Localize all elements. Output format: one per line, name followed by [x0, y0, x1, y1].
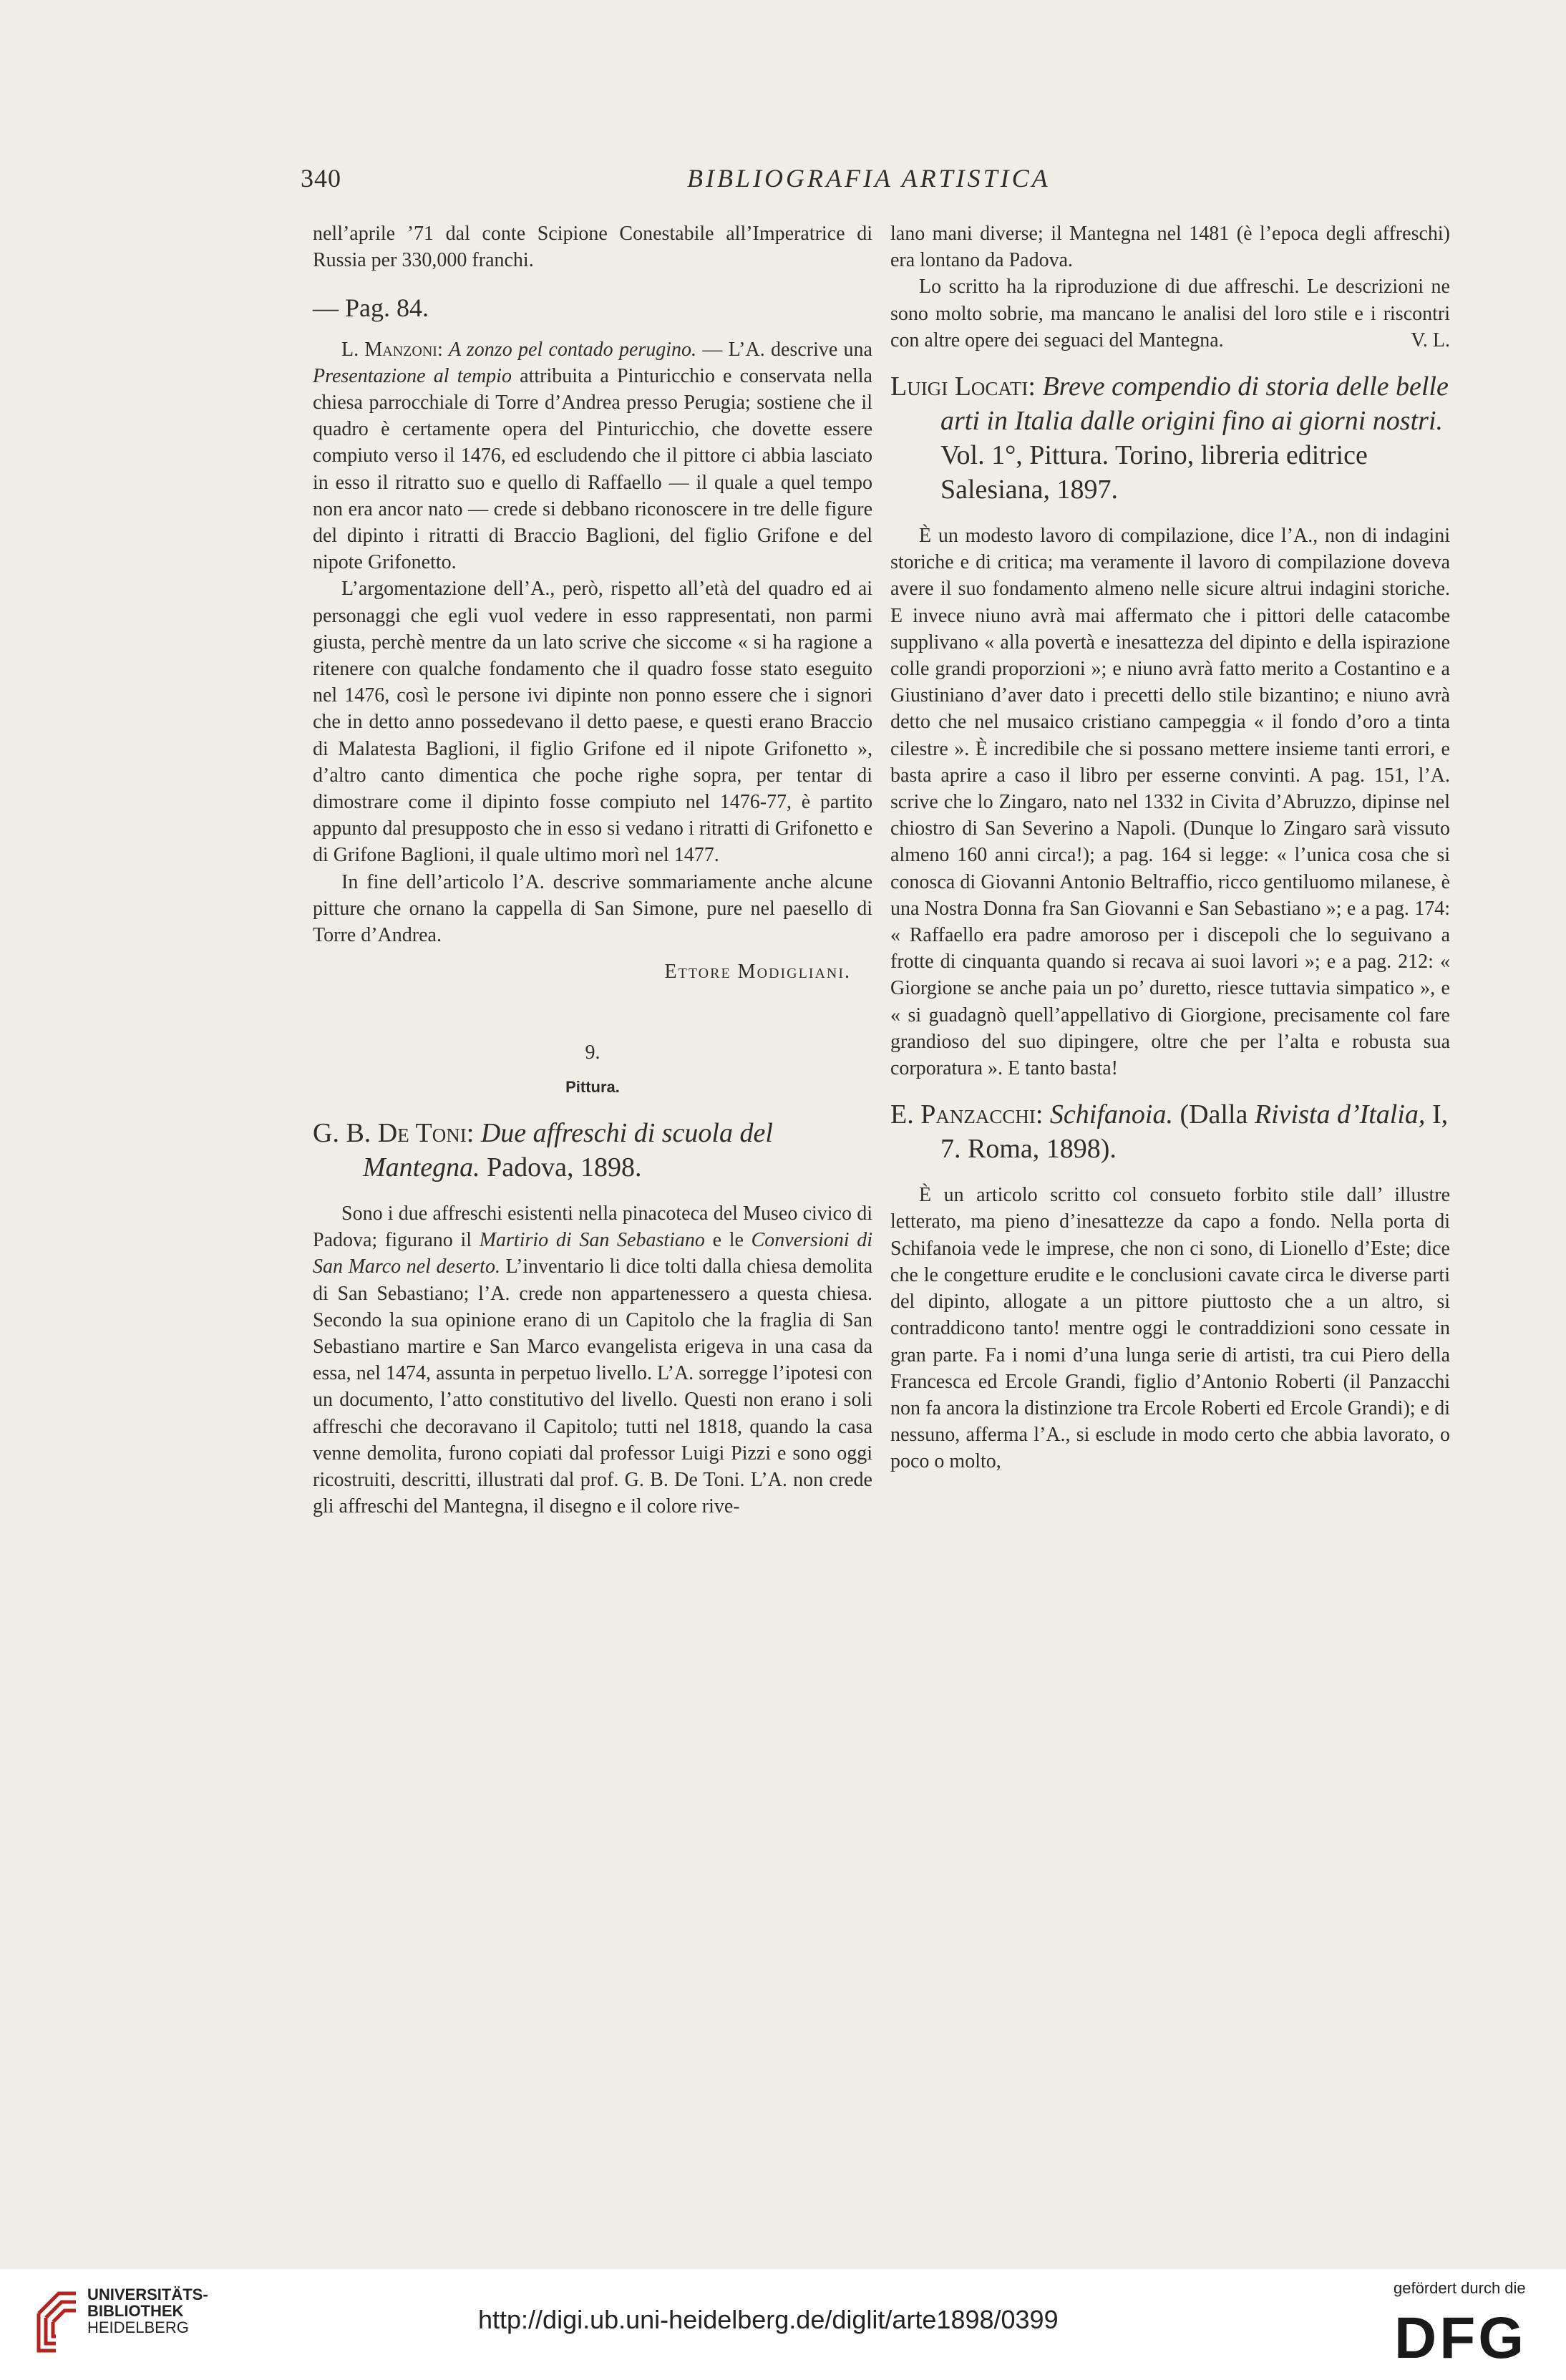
library-name	[87, 2286, 208, 2336]
author-name: L. Manzoni	[341, 338, 437, 361]
dfg-logo: DFG	[1394, 2306, 1527, 2371]
work-title: Schifanoia.	[1049, 1099, 1173, 1130]
paragraph: nell’aprile ’71 dal conte Scipione Conestabile all’Imperatrice di Russia per 330,000 franchi.	[313, 223, 872, 272]
funding-caption: gefördert durch die	[1394, 2279, 1526, 2297]
left-column	[313, 220, 872, 1520]
page-number: 340	[301, 164, 341, 193]
library-name-line: UNIVERSITÄTS-	[87, 2286, 208, 2303]
entry-heading: G. B. De Toni: Due affreschi di scuola del Mantegna. Padova, 1898.	[313, 1117, 773, 1182]
text-run: Sono i due affreschi esistenti nella pinacoteca del Museo civico di Padova; figurano il	[313, 1202, 872, 1252]
publication-info: (Dalla	[1172, 1099, 1255, 1130]
entry-heading: Luigi Locati: Breve compendio di storia delle belle arti in Italia dalle origini fino ai giorni nostri. Vol. 1°, Pittura. Torino, libreria editrice Salesiana, 1897.	[890, 371, 1449, 505]
paragraph: L. Manzoni: A zonzo pel contado perugino. — L’A. descrive una Presentazione al tempio attribuita a Pinturicchio e conservata nella chiesa parrocchiale di Torre d’Andrea presso Perugia; sostiene che il quadro è certamente opera del Pinturicchio, che dovette essere compiuto verso il 1476, ed escludendo che il pittore ci abbia lasciato in esso il ritratto suo e quello di Raffaello — il quale a quel tempo non era ancor nato — crede si debbano riconoscere in tre delle figure del dipinto i ritratti di Braccio Baglioni, del figlio Grifone e del nipote Grifonetto.	[313, 338, 872, 574]
work-title: Due affreschi di scuola del Mantegna.	[363, 1117, 773, 1182]
right-column	[890, 220, 1450, 1475]
publication-info: Vol. 1°, Pittura. Torino, libreria editrice Salesiana, 1897.	[940, 440, 1368, 505]
publication-info: Padova, 1898.	[480, 1152, 642, 1182]
paragraph: L’argomentazione dell’A., però, rispetto all’età del quadro ed ai personaggi che egli vuol vedere in esso rappresentati, non parmi giusta, perchè mentre da un lato scrive che siccome « si ha ragione a ritenere con qualche fondamento che il quadro fosse stato eseguito nel 1476, così le persone ivi dipinte non ponno essere che i signori che in detto anno possedevano il detto paese, e questi erano Braccio di Malatesta Baglioni, il figlio Grifone ed il nipote Grifonetto », d’altro canto dimentica che poche righe sopra, per tentar di dimostrare come il dipinto fosse compiuto nel 1476-77, è partito appunto dal presupposto che in esso si vedano i ritratti di Grifonetto e di Grifone Baglioni, il quale ultimo morì nel 1477.	[313, 578, 872, 867]
text-run: attribuita a Pinturicchio e conservata nella chiesa parrocchiale di Torre d’Andrea presso Perugia; sostiene che il quadro è certamente opera del Pinturicchio, che dovette essere compiuto verso il 1476, ed escludendo che il pittore ci abbia lasciato in esso il ritratto suo e quello di Raffaello — il quale a quel tempo non era ancor nato — crede si debbano riconoscere in tre delle figure del dipinto i ritratti di Braccio Baglioni, del figlio Grifone e del nipote Grifonetto.	[313, 364, 872, 574]
author-name: Luigi Locati	[890, 371, 1028, 402]
work-title: Presentazione al tempio	[313, 364, 512, 387]
author-name: E. Panzacchi	[890, 1099, 1036, 1130]
work-title: Conversioni di San Marco nel deserto.	[313, 1229, 872, 1278]
text-run: — L’A. descrive una	[696, 338, 872, 361]
work-title: Martirio di San Sebastiano	[479, 1229, 705, 1252]
page-header	[0, 163, 1566, 206]
work-title: Rivista d’Italia,	[1254, 1099, 1426, 1130]
section-number: 9.	[585, 1041, 600, 1064]
library-name-line: BIBLIOTHEK	[87, 2302, 184, 2320]
library-name-line: HEIDELBERG	[87, 2318, 189, 2336]
publication-info: I, 7. Roma, 1898).	[940, 1099, 1449, 1165]
paragraph: lano mani diverse; il Mantegna nel 1481 (è l’epoca degli affreschi) era lontano da Padova.	[890, 223, 1450, 272]
work-title: A zonzo pel contado perugino.	[449, 338, 697, 361]
section-title: Pittura.	[565, 1077, 620, 1096]
work-title: Breve compendio di storia delle belle arti in Italia dalle origini fino ai giorni nostri.	[940, 371, 1449, 437]
paragraph: È un modesto lavoro di compilazione, dice l’A., non di indagini storiche e di critica; ma veramente il lavoro di compilazione doveva avere il suo fondamento almeno nelle sicure altrui indagini storiche. E invece niuno avrà mai affermato che i pittori delle catacombe supplivano « alla povertà e inesattezza del dipinto e della ispirazione colle grandi proporzioni »; e niuno avrà fatto merito a Costantino e a Giustiniano d’aver dato i precetti dello stile bizantino; e niuno avrà detto che nel musaico cristiano campeggia « il fondo d’oro a tinta cilestre ». È incredibile che si possano mettere insieme tanti errori, e basta aprire a caso il libro per esserne convinti. A pag. 151, l’A. scrive che lo Zingaro, nato nel 1332 in Civita d’Abruzzo, dipinse nel chiostro di San Severino a Napoli. (Dunque lo Zingaro sarà vissuto almeno 160 anni circa!); a pag. 164 si legge: « l’unica cosa che si conosca di Giovanni Antonio Beltraffio, ricco gentiluomo milanese, è una Nostra Donna fra San Giovanni e San Sebastiano »; e a pag. 174: « Raffaello era padre amoroso per i discepoli che lo seguivano a frotte di cinquanta quando si recava ai suoi lavori »; e a pag. 212: « Giorgione se anche paia un po’ duretto, riesce tuttavia simpatico », e « si guadagnò quell’appellativo di Giorgione, precisamente col fare grandioso del suo dipingere, oltre che per l’alta e robusta sua corporatura ». E tanto basta!	[890, 525, 1450, 1080]
paragraph	[890, 273, 1450, 354]
digitization-footer	[0, 2269, 1566, 2380]
signature: Ettore Modigliani.	[664, 961, 851, 983]
author-name: G. B. De Toni	[313, 1117, 467, 1148]
permalink-url[interactable]: http://digi.ub.uni-heidelberg.de/diglit/arte1898/0399	[478, 2305, 1059, 2334]
running-head: BIBLIOGRAFIA ARTISTICA	[687, 164, 1051, 193]
text-run: Lo scritto ha la riproduzione di due affreschi. Le descrizioni ne sono molto sobrie, ma mancano le analisi del loro stile e i riscontri con altre opere dei seguaci del Mantegna.	[890, 276, 1450, 351]
paragraph: In fine dell’articolo l’A. descrive sommariamente anche alcune pitture che ornano la cappella di San Simone, pure nel paesello di Torre d’Andrea.	[313, 870, 872, 947]
text-run: e le	[704, 1229, 752, 1252]
text-run: L’inventario li dice tolti dalla chiesa demolita di San Sebastiano; l’A. crede non appartenessero a questa chiesa. Secondo la sua opinione erano di un Capitolo che la fraglia di San Sebastiano martire e San Marco evangelista erigeva in una casa da essa, nel 1474, assunta in perpetuo livello. L’A. sorregge l’ipotesi con un documento, l’atto constitutivo del livello. Questi non erano i soli affreschi che decoravano il Capitolo; tutti nel 1818, quando la casa venne demolita, furono copiati dal professor Luigi Pizzi e sono oggi ricostruiti, descritti, illustrati dal prof. G. B. De Toni. L’A. non crede gli affreschi del Mantegna, il disegno e il colore rive-	[313, 1255, 873, 1518]
entry-heading: E. Panzacchi: Schifanoia. (Dalla Rivista d’Italia, I, 7. Roma, 1898).	[890, 1099, 1449, 1165]
page-reference: — Pag. 84.	[313, 293, 429, 323]
signature: V. L.	[1411, 329, 1450, 351]
paragraph: È un articolo scritto col consueto forbito stile dall’ illustre letterato, ma pieno d’inesattezze da capo a fondo. Nella porta di Schifanoia vede le imprese, che non ci sono, di Lionello d’Este; dice che le congetture erudite e le conclusioni cavate circa le diverse parti del dipinto, allogate a un pittore piuttosto che a un altro, si contraddicono tanto! mentre oggi le contraddizioni sono cessate in gran parte. Fa i nomi d’una lunga serie di artisti, tra cui Piero della Francesca ed Ercole Grandi, figlio d’Antonio Roberti (il Panzacchi non fa ancora la distinzione tra Ercole Roberti ed Ercole Grandi); e di nessuno, afferma l’A., si esclude in modo certo che abbia lavorato, o poco o molto,	[890, 1184, 1450, 1473]
library-logo-icon	[34, 2285, 80, 2356]
paragraph	[313, 1200, 872, 1520]
